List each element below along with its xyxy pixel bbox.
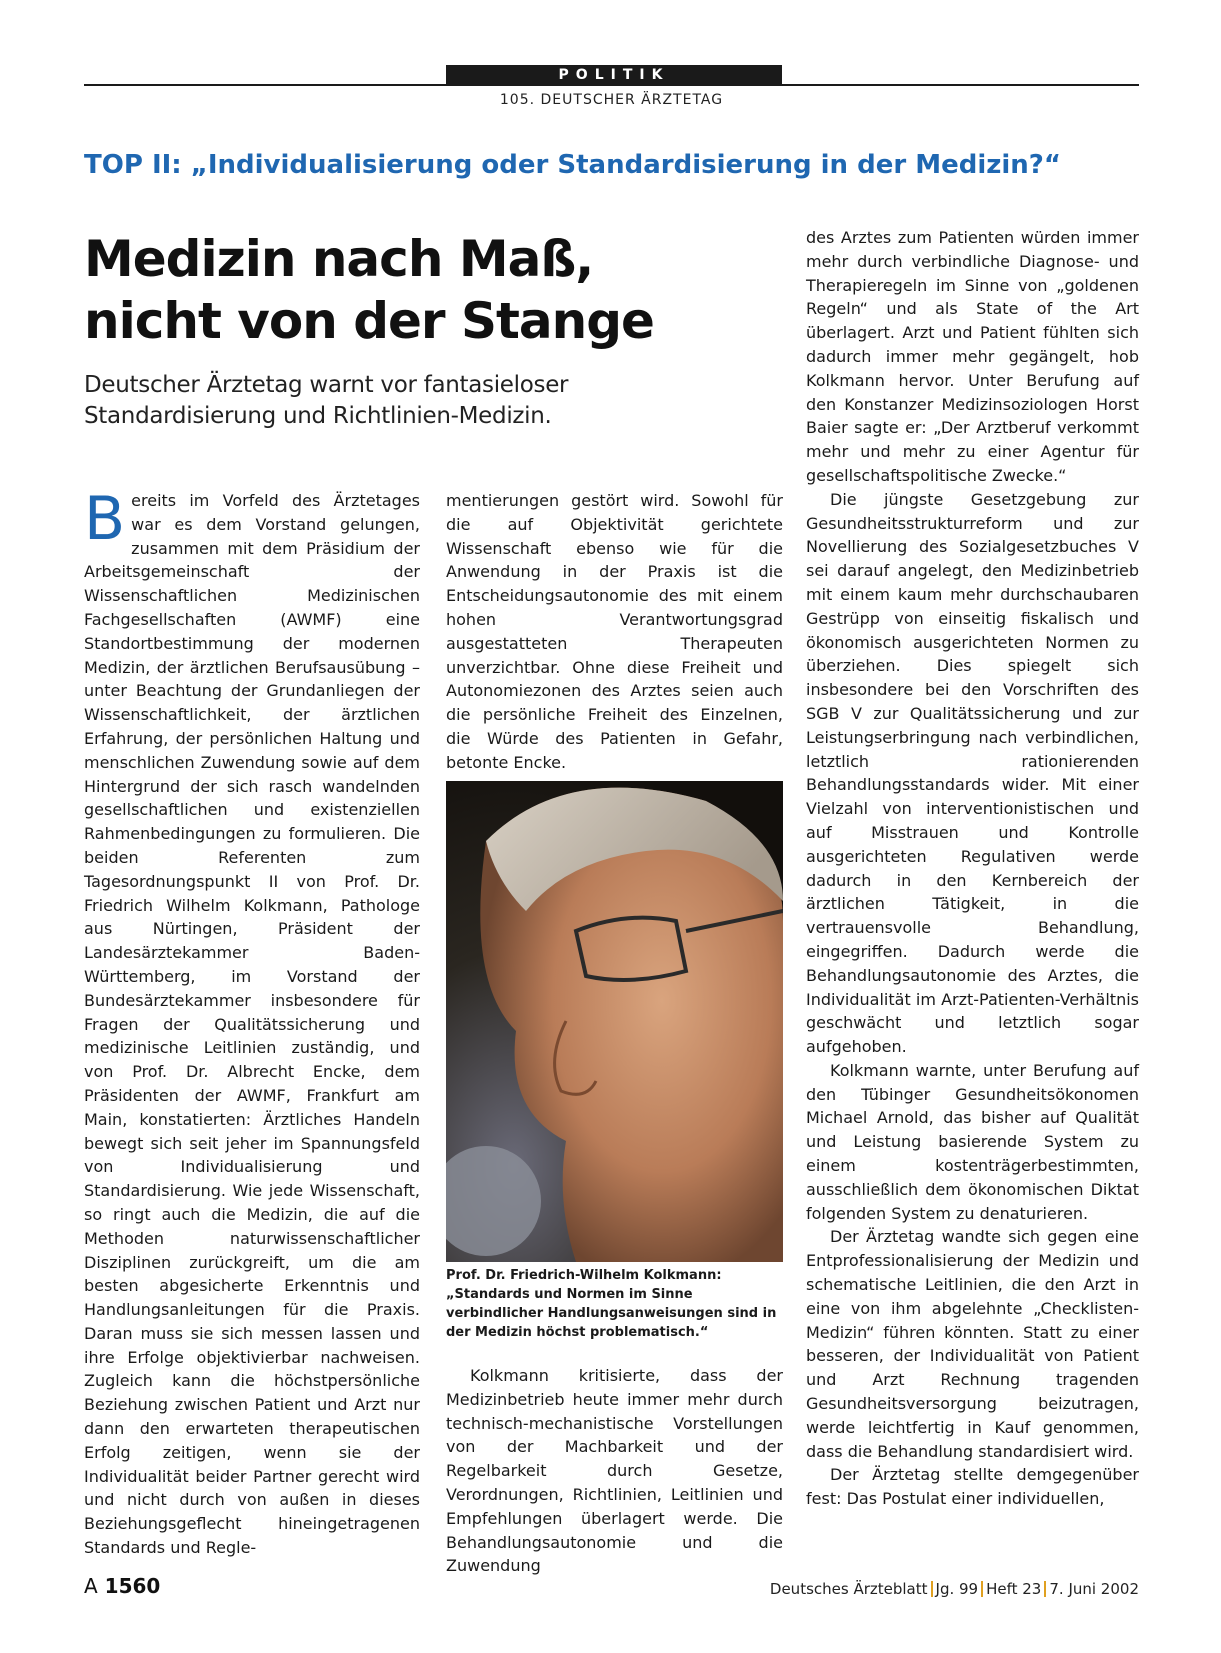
journal-footer — [770, 1580, 1139, 1598]
column-1-text: ereits im Vorfeld des Ärztetages war es dem Vorstand gelungen, zusammen mit dem Präsidium der Arbeitsgemeinschaft der Wissenschaftlichen Medizinischen Fachgesellschaften (AWMF) eine Standortbestimmung der modernen Medizin, der ärztlichen Berufsausübung – unter Beachtung der Grundanliegen der Wissenschaftlichkeit, der ärztlichen Erfahrung, der persönlichen Haltung und menschlichen Zuwendung sowie auf dem Hintergrund der sich rasch wandelnden gesellschaftlichen und existenziellen Rahmenbedingungen zu formulieren. Die beiden Referenten zum Tagesordnungspunkt II von Prof. Dr. Friedrich Wilhelm Kolkmann, Pathologe aus Nürtingen, Präsident der Landesärztekammer Baden-Württemberg, im Vorstand der Bundesärztekammer insbesondere für Fragen der Qualitätssicherung und medizinische Leitlinien zuständig, und von Prof. Dr. Albrecht Encke, dem Präsidenten der AWMF, Frankfurt am Main, konstatierten: Ärztliches Handeln bewegt sich seit jeher im Spannungsfeld von Individualisierung und Standardisierung. Wie jede Wissenschaft, so ringt auch die Medizin, die auf die Methoden naturwissenschaftlicher Disziplinen zurückgreift, um die am besten abgesicherte Erkenntnis und Handlungsanleitungen für die Praxis. Daran muss sie sich messen lassen und ihre Erfolge objektivierbar nachweisen. Zugleich kann die höchstpersönliche Beziehung zwischen Patient und Arzt nur dann den erwarteten therapeutischen Erfolg zeitigen, wenn sie der Individualität beider Partner gerecht wird und nicht durch von außen in dieses Beziehungsgeflecht hineingetragenen Standards und Regle- — [84, 491, 420, 1558]
article-column-3 — [806, 226, 1139, 1511]
column-3-paragraph: Der Ärztetag stellte demgegenüber fest: Das Postulat einer individuellen, — [806, 1465, 1139, 1509]
page-number-value: 1560 — [104, 1574, 161, 1598]
article-column-2-bottom: Kolkmann kritisierte, dass der Medizinbetrieb heute immer mehr durch technisch-mechanistische Vorstellungen von der Machbarkeit und der Regelbarkeit durch Gesetze, Verordnungen, Richtlinien, Leitlinien und Empfehlungen überlagert werde. Die Behandlungsautonomie und die Zuwendung — [446, 1366, 783, 1576]
portrait-image — [446, 781, 783, 1262]
drop-cap: B — [84, 484, 126, 554]
subheadline — [84, 370, 724, 432]
agenda-topic-title: TOP II: „Individualisierung oder Standardisierung in der Medizin?“ — [84, 150, 1061, 180]
headline-line-1: Medizin nach Maß, — [84, 230, 594, 288]
section-label: POLITIK — [446, 65, 782, 86]
footer-separator — [1044, 1581, 1046, 1597]
article-column-2-top: mentierungen gestört wird. Sowohl für die auf Objektivität gerichtete Wissenschaft ebenso wie für die Anwendung in der Praxis ist die Entscheidungsautonomie des mit einem hohen Verantwortungsgrad ausgestatteten Therapeuten unverzichtbar. Ohne diese Freiheit und Autonomiezonen des Arztes seien auch die persönliche Freiheit des Einzelnen, die Würde des Patienten in Gefahr, betonte Encke. — [446, 491, 783, 772]
column-3-paragraph: Der Ärztetag wandte sich gegen eine Entprofessionalisierung der Medizin und schematische Leitlinien, die den Arzt in eine von ihm abgelehnte „Checklisten-Medizin“ führen könnten. Statt zu einer besseren, der Individualität von Patient und Arzt Rechnung tragenden Gesundheitsversorgung beizutragen, werde leichtfertig in Kauf genommen, dass die Behandlung standardisiert wird. — [806, 1227, 1139, 1461]
photo-caption: Prof. Dr. Friedrich-Wilhelm Kolkmann: „Standards und Normen im Sinne verbindlicher Handlungsanweisungen sind in der Medizin höchst problematisch.“ — [446, 1268, 777, 1340]
portrait-photo — [446, 781, 783, 1262]
headline-line-2: nicht von der Stange — [84, 292, 654, 350]
journal-volume: Jg. 99 — [935, 1580, 979, 1598]
subheadline-line-1: Deutscher Ärztetag warnt vor fantasieloser — [84, 372, 569, 398]
subheadline-line-2: Standardisierung und Richtlinien-Medizin. — [84, 403, 552, 429]
page-number — [84, 1574, 160, 1598]
section-subtitle: 105. DEUTSCHER ÄRZTETAG — [499, 92, 724, 108]
column-3-paragraph: Kolkmann warnte, unter Berufung auf den Tübinger Gesundheitsökonomen Michael Arnold, das bisher auf Qualität und Leistung basierende System zu einem kostenträgerbestimmten, ausschließlich dem ökonomischen Diktat folgenden System zu denaturieren. — [806, 1060, 1139, 1223]
page-prefix: A — [84, 1574, 98, 1598]
journal-date: 7. Juni 2002 — [1049, 1580, 1139, 1598]
column-3-paragraph: Die jüngste Gesetzgebung zur Gesundheitsstrukturreform und zur Novellierung des Sozialgesetzbuches V sei darauf angelegt, den Medizinbetrieb mit einem kaum mehr durchschaubaren Gestrüpp von einseitig fiskalisch und ökonomisch ausgerichteten Normen zu überziehen. Dies spiegelt sich insbesondere bei den Vorschriften des SGB V zur Qualitätssicherung und zur Leistungserbringung nach verbindlichen, letztlich rationierenden Behandlungsstandards wider. Mit einer Vielzahl von interventionistischen und auf Misstrauen und Kontrolle ausgerichteten Regulativen werde dadurch in den Kernbereich der ärztlichen Tätigkeit, in die vertrauensvolle Behandlung, eingegriffen. Dadurch werde die Behandlungsautonomie des Arztes, die Individualität im Arzt-Patienten-Verhältnis geschwächt und letztlich sogar aufgehoben. — [806, 489, 1139, 1057]
journal-name: Deutsches Ärzteblatt — [769, 1580, 928, 1598]
journal-issue: Heft 23 — [986, 1580, 1042, 1598]
footer-separator — [981, 1581, 983, 1597]
column-3-paragraph: des Arztes zum Patienten würden immer mehr durch verbindliche Diagnose- und Therapieregeln im Sinne von „goldenen Regeln“ und als State of the Art überlagert. Arzt und Patient fühlten sich dadurch immer mehr gegängelt, hob Kolkmann hervor. Unter Berufung auf den Konstanzer Medizinsoziologen Horst Baier sagte er: „Der Arztberuf verkommt mehr und mehr zu einer Agentur für gesellschaftspolitische Zwecke.“ — [806, 228, 1139, 485]
footer-separator — [931, 1581, 933, 1597]
article-column-1 — [84, 484, 420, 1560]
headline — [84, 228, 764, 352]
